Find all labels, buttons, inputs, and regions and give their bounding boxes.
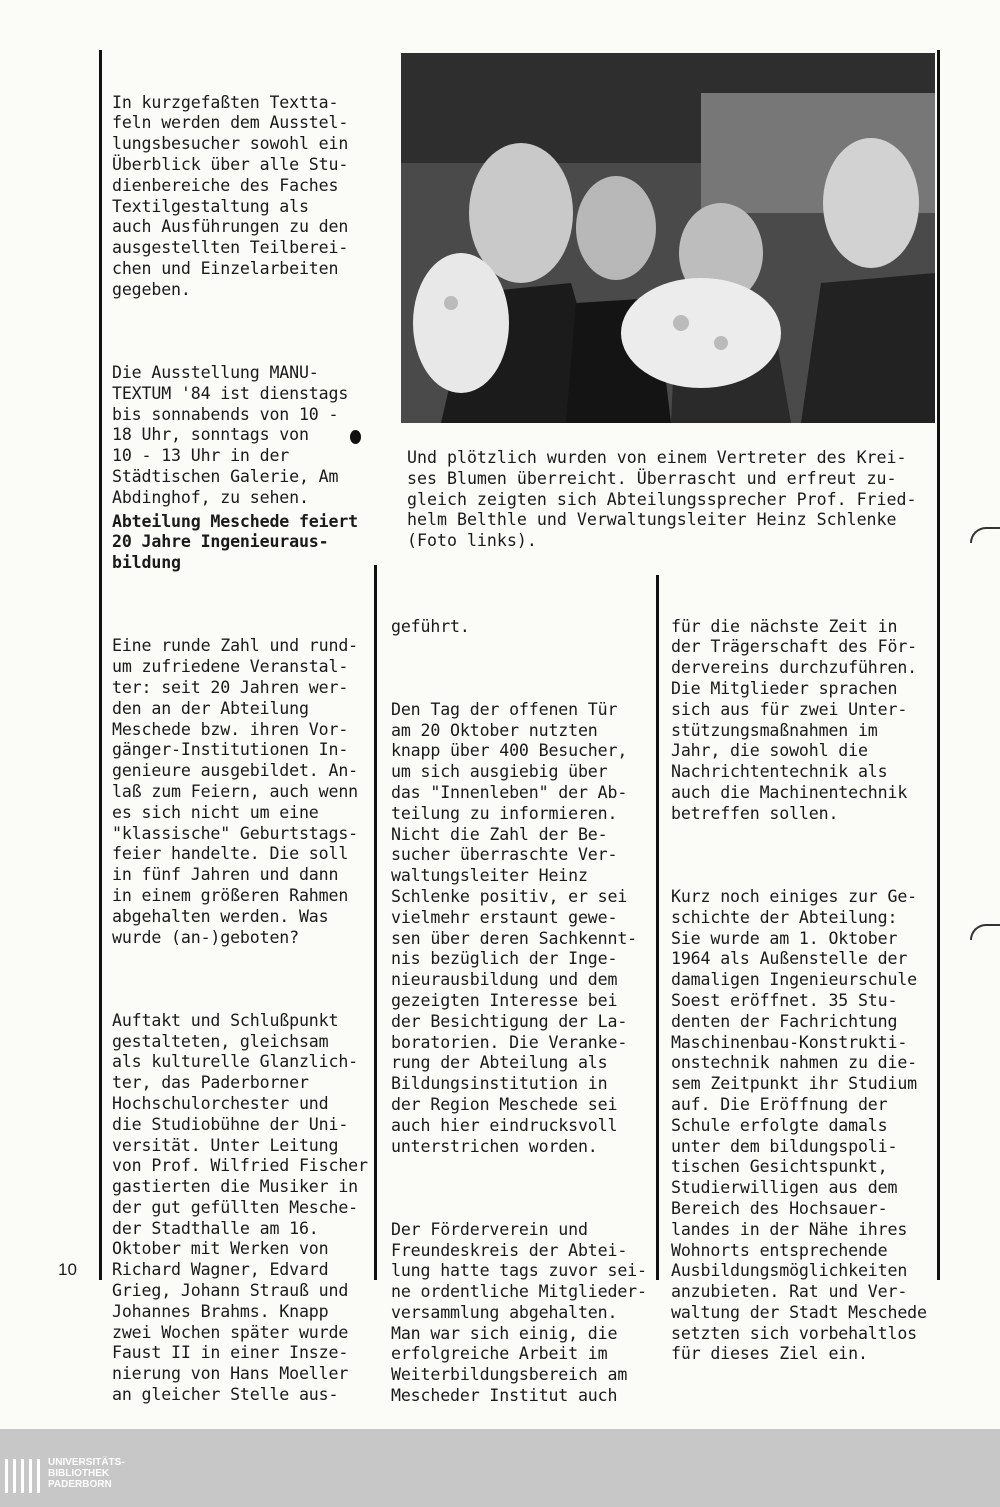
article-paragraph: Eine runde Zahl und rund- um zufriedene Veranstal- ter: seit 20 Jahren wer- den an der Abteilung Meschede bzw. ihren Vor- gänger-Institutionen In- genieure ausgebildet. An- laß zum Feiern, auch wenn es sich nicht um eine "klassische" Geburtstags- feier handelte. Die soll in fünf Jahren und dann in einem größeren Rahmen abgehalten werden. Was wurde (an-)geboten? xyxy=(112,636,359,947)
article-column-1 xyxy=(112,470,368,1447)
column-rule-left xyxy=(99,50,102,1280)
library-footer xyxy=(0,1429,1000,1507)
bullet-dot xyxy=(350,430,361,444)
library-logo-text: UNIVERSITÄTS- BIBLIOTHEK PADERBORN xyxy=(48,1457,125,1490)
column-rule-mid1 xyxy=(374,565,377,1280)
article-column-2 xyxy=(391,575,647,1448)
library-logo-icon xyxy=(5,1459,45,1497)
column-rule-mid2 xyxy=(656,575,659,1280)
article-paragraph: Kurz noch einiges zur Ge- schichte der Abteilung: Sie wurde am 1. Oktober 1964 als Außenstelle der damaligen Ingenieurschule Soest eröffnet. 35 Stu- denten der Fachrichtung Maschinenbau-Konstrukti- onstechnik nahmen zu die- sem Zeitpunkt ihr Studium auf. Die Eröffnung der Schule erfolgte damals unter dem bildungspoli- tischen Gesichtspunkt, Studierwilligen aus dem Bereich des Hochsauer- landes in der Nähe ihres Wohnorts entsprechende Ausbildungsmöglichkeiten anzubieten. Rat und Ver- waltung der Stadt Meschede setzten sich vorbehaltlos für dieses Ziel ein. xyxy=(671,886,927,1364)
column-rule-right xyxy=(937,50,940,1280)
news-photo xyxy=(401,53,935,423)
intro-paragraph-1: In kurzgefaßten Textta- feln werden dem Ausstel- lungsbesucher sowohl ein Überblick über alle Stu- dienbereiche des Faches Textilgestaltung als auch Ausführungen zu den ausgestellten Teilberei- chen und Einzelarbeiten gegeben. xyxy=(112,92,349,299)
page-edge-mark xyxy=(970,924,1000,940)
photo-caption: Und plötzlich wurden von einem Vertreter des Krei- ses Blumen überreicht. Überrascht und erfreut zu- gleich zeigten sich Abteilungssprecher Prof. Fried- helm Belthle und Verwaltungsleiter Heinz Schlenke (Foto links). xyxy=(407,448,917,551)
article-paragraph: Den Tag der offenen Tür am 20 Oktober nutzten knapp über 400 Besucher, um sich ausgiebig über das "Innenleben" der Ab- teilung zu informieren. Nicht die Zahl der Be- sucher überraschte Ver- waltungsleiter Heinz Schlenke positiv, er sei vielmehr erstaunt gewe- sen über deren Sachkennt- nis bezüglich der Inge- nieurausbildung und dem gezeigten Interesse bei der Besichtigung der La- boratorien. Die Veranke- rung der Abteilung als Bildungsinstitution in der Region Meschede sei auch hier eindrucksvoll unterstrichen worden. xyxy=(391,699,638,1156)
intro-paragraph-2: Die Ausstellung MANU- TEXTUM '84 ist dienstags bis sonnabends von 10 - 18 Uhr, sonntags von 10 - 13 Uhr in der Städtischen Galerie, Am Abdinghof, zu sehen. xyxy=(112,362,349,507)
article-column-3 xyxy=(671,575,927,1407)
page-number: 10 xyxy=(58,1260,77,1279)
article-headline: Abteilung Meschede feiert 20 Jahre Ingenieuraus- bildung xyxy=(112,511,359,573)
article-paragraph: Auftakt und Schlußpunkt gestalteten, gleichsam als kulturelle Glanzlich- ter, das Paderborner Hochschulorchester und die Studiobühne der Uni- versität. Unter Leitung von Prof. Wilfried Fischer gastierten die Musiker in der gut gefüllten Mesche- der Stadthalle am 16. Oktober mit Werken von Richard Wagner, Edvard Grieg, Johann Strauß und Johannes Brahms. Knapp zwei Wochen später wurde Faust II in einer Insze- nierung von Hans Moeller an gleicher Stelle aus- xyxy=(112,1010,368,1405)
page-edge-mark xyxy=(970,527,1000,543)
article-paragraph: Der Förderverein und Freundeskreis der Abtei- lung hatte tags zuvor sei- ne ordentliche Mitglieder- versammlung abgehalten. Man war sich einig, die erfolgreiche Arbeit im Weiterbildungsbereich am Mescheder Institut auch xyxy=(391,1219,647,1406)
article-paragraph: geführt. xyxy=(391,616,470,636)
article-paragraph: für die nächste Zeit in der Trägerschaft des För- dervereins durchzuführen. Die Mitglieder sprachen sich aus für zwei Unter- stützungsmaßnahmen im Jahr, die sowohl die Nachrichtentechnik als auch die Machinentechnik betreffen sollen. xyxy=(671,616,918,823)
